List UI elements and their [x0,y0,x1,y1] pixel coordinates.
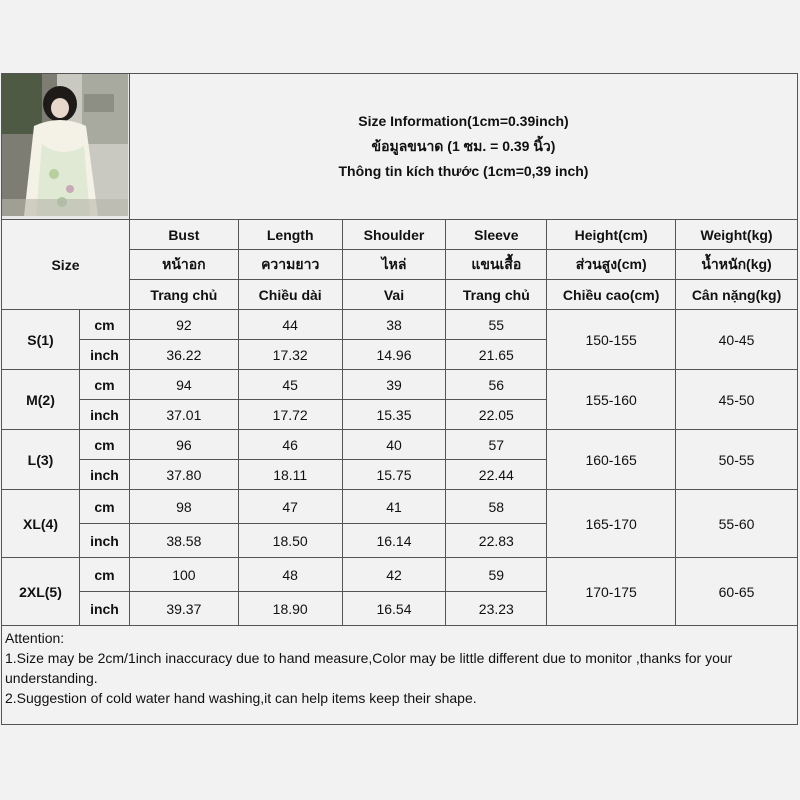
table-cell: 94 [129,370,238,400]
table-cell: 44 [238,310,342,340]
table-cell: 16.54 [342,592,446,626]
col-weight-th: น้ำหนัก(kg) [676,250,798,280]
title-block [129,74,797,220]
table-cell: 18.11 [238,460,342,490]
col-length-en: Length [238,220,342,250]
height-range: 160-165 [547,430,676,490]
table-cell: 22.05 [446,400,547,430]
unit-inch: inch [79,340,129,370]
col-weight-en: Weight(kg) [676,220,798,250]
table-cell: 22.44 [446,460,547,490]
table-cell: 59 [446,558,547,592]
unit-cm: cm [79,490,129,524]
table-cell: 14.96 [342,340,446,370]
col-length-th: ความยาว [238,250,342,280]
table-cell: 16.14 [342,524,446,558]
unit-cm: cm [79,370,129,400]
size-header: Size [2,220,130,310]
table-cell: 18.50 [238,524,342,558]
table-cell: 40 [342,430,446,460]
col-height-en: Height(cm) [547,220,676,250]
table-cell: 55 [446,310,547,340]
unit-inch: inch [79,460,129,490]
unit-cm: cm [79,558,129,592]
table-cell: 48 [238,558,342,592]
title-english: Size Information(1cm=0.39inch) [358,113,569,129]
size-label-2xl: 2XL(5) [2,558,80,626]
table-cell: 15.35 [342,400,446,430]
table-cell: 42 [342,558,446,592]
unit-cm: cm [79,430,129,460]
col-bust-th: หน้าอก [129,250,238,280]
size-table [1,73,798,626]
weight-range: 55-60 [676,490,798,558]
col-shoulder-en: Shoulder [342,220,446,250]
col-sleeve-th: แขนเสื้อ [446,250,547,280]
weight-range: 45-50 [676,370,798,430]
table-cell: 18.90 [238,592,342,626]
col-height-th: ส่วนสูง(cm) [547,250,676,280]
unit-inch: inch [79,400,129,430]
weight-range: 60-65 [676,558,798,626]
size-label-m: M(2) [2,370,80,430]
height-range: 165-170 [547,490,676,558]
col-bust-vi: Trang chủ [129,280,238,310]
height-range: 155-160 [547,370,676,430]
table-cell: 22.83 [446,524,547,558]
table-cell: 45 [238,370,342,400]
table-cell: 100 [129,558,238,592]
table-cell: 96 [129,430,238,460]
col-shoulder-vi: Vai [342,280,446,310]
table-cell: 56 [446,370,547,400]
table-cell: 17.72 [238,400,342,430]
unit-cm: cm [79,310,129,340]
col-weight-vi: Cân nặng(kg) [676,280,798,310]
col-bust-en: Bust [129,220,238,250]
notes-heading: Attention: [5,630,65,646]
size-label-l: L(3) [2,430,80,490]
title-thai: ข้อมูลขนาด (1 ซม. = 0.39 นิ้ว) [371,138,556,154]
height-range: 170-175 [547,558,676,626]
weight-range: 50-55 [676,430,798,490]
table-cell: 38 [342,310,446,340]
size-label-s: S(1) [2,310,80,370]
size-label-xl: XL(4) [2,490,80,558]
table-cell: 92 [129,310,238,340]
table-cell: 41 [342,490,446,524]
table-cell: 47 [238,490,342,524]
notes-line-1: 1.Size may be 2cm/1inch inaccuracy due to hand measure,Color may be little different due to monitor ,thanks for your understanding. [5,650,733,686]
table-cell: 98 [129,490,238,524]
attention-notes [5,628,797,708]
table-cell: 57 [446,430,547,460]
table-cell: 37.01 [129,400,238,430]
table-cell: 36.22 [129,340,238,370]
table-cell: 21.65 [446,340,547,370]
table-cell: 17.32 [238,340,342,370]
weight-range: 40-45 [676,310,798,370]
product-photo [2,74,130,220]
unit-inch: inch [79,592,129,626]
table-cell: 58 [446,490,547,524]
table-cell: 39 [342,370,446,400]
table-cell: 37.80 [129,460,238,490]
table-cell: 39.37 [129,592,238,626]
unit-inch: inch [79,524,129,558]
table-cell: 46 [238,430,342,460]
height-range: 150-155 [547,310,676,370]
table-cell: 15.75 [342,460,446,490]
product-photo-image [2,74,128,216]
table-cell: 23.23 [446,592,547,626]
size-chart [1,73,798,725]
title-vietnamese: Thông tin kích thước (1cm=0,39 inch) [338,163,589,179]
col-shoulder-th: ไหล่ [342,250,446,280]
table-cell: 38.58 [129,524,238,558]
col-sleeve-en: Sleeve [446,220,547,250]
notes-line-2: 2.Suggestion of cold water hand washing,it can help items keep their shape. [5,690,477,706]
col-height-vi: Chiều cao(cm) [547,280,676,310]
col-sleeve-vi: Trang chủ [446,280,547,310]
col-length-vi: Chiều dài [238,280,342,310]
